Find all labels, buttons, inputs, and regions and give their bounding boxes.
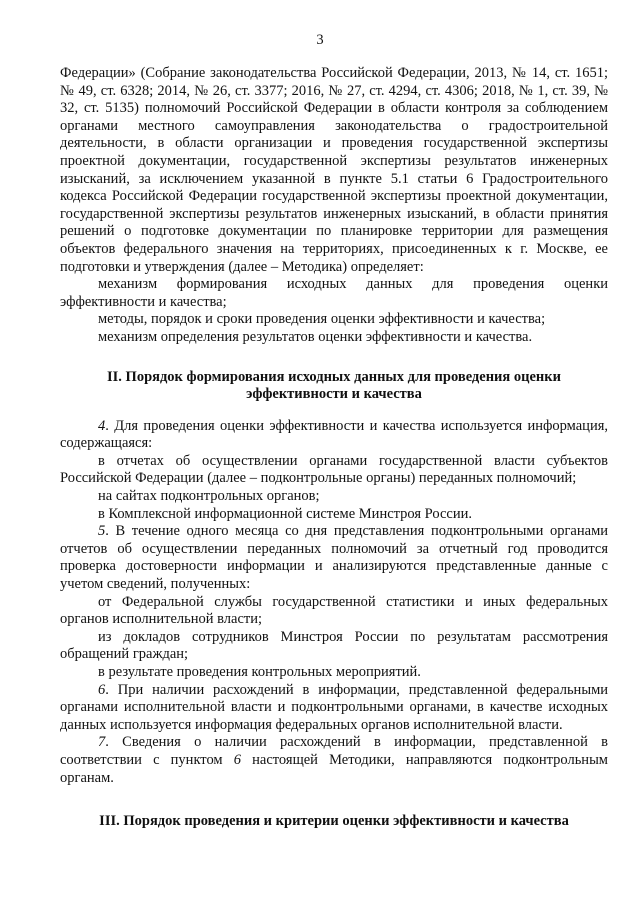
paragraph-5 — [60, 523, 608, 593]
paragraph-5-item: из докладов сотрудников Минстроя России по результатам рассмотрения обращений граждан; — [60, 628, 608, 663]
paragraph-4-text: . Для проведения оценки эффективности и качества используется информация, содержащаяся: — [60, 417, 608, 452]
paragraph-5-item: от Федеральной службы государственной статистики и иных федеральных органов исполнительной власти; — [60, 593, 608, 628]
paragraph-5-text: . В течение одного месяца со дня представления подконтрольными органами отчетов об осуществлении переданных полномочий за отчетный год проводится проверка достоверности информации и анализируются представленные данные с учетом сведений, полученных: — [60, 523, 608, 593]
document-body — [60, 65, 608, 831]
section-2-heading-line1: II. Порядок формирования исходных данных для проведения оценки — [107, 368, 561, 385]
paragraph-4-item: в отчетах об осуществлении органами государственной власти субъектов Российской Федерации (далее – подконтрольные органы) переданных полномочий; — [60, 452, 608, 487]
intro-list-item: методы, порядок и сроки проведения оценки эффективности и качества; — [98, 311, 546, 328]
intro-paragraph: Федерации» (Собрание законодательства Российской Федерации, 2013, № 14, ст. 1651; № 49, ст. 6328; 2014, № 26, ст. 3377; 2016, № 27, ст. 4294, ст. 4306; 2018, № 1, ст. 39, № 32, ст. 5135) полномочий Российской Федерации в области контроля за соблюдением органами местного самоуправления законодательства о градостроительной деятельности, в области организации и проведения государственной экспертизы проектной документации, государственной экспертизы результатов инженерных изысканий, за исключением указанной в пункте 5.1 статьи 6 Градостроительного кодекса Российской Федерации государственной экспертизы проектной документации, государственной экспертизы результатов инженерных изысканий, в области принятия решений о подготовке документации по планировке территории для размещения объектов федерального значения на территориях, присоединенных к г. Москве, ее подготовки и утверждения (далее – Методика) определяет: — [60, 65, 608, 275]
paragraph-5-number: 5 — [98, 523, 106, 540]
paragraph-7-text-before: . Сведения о наличии расхождений в информации, представленной в соответствии с пунктом — [60, 734, 608, 768]
section-2-heading — [60, 369, 608, 404]
intro-list-item: механизм определения результатов оценки эффективности и качества. — [98, 328, 533, 345]
paragraph-4-item: в Комплексной информационной системе Минстроя России. — [98, 505, 472, 522]
paragraph-7-ref-number: 6 — [233, 751, 241, 768]
paragraph-4 — [60, 418, 608, 453]
paragraph-6-text: . При наличии расхождений в информации, представленной федеральными органами исполнительной власти и подконтрольными органами, в качестве исходных данных используется информация федеральных органов исполнительной власти. — [60, 681, 608, 733]
paragraph-7 — [60, 734, 608, 787]
paragraph-5-item: в результате проведения контрольных мероприятий. — [98, 664, 421, 680]
section-3-heading: III. Порядок проведения и критерии оценки эффективности и качества — [99, 813, 569, 830]
paragraph-6-number: 6 — [98, 681, 106, 698]
paragraph-6 — [60, 682, 608, 735]
paragraph-7-text-after: настоящей Методики, направляются подконтрольным органам. — [60, 751, 608, 786]
section-2-heading-line2: эффективности и качества — [246, 386, 422, 403]
paragraph-4-number: 4 — [98, 417, 106, 434]
page-number: 3 — [316, 32, 324, 48]
paragraph-4-item: на сайтах подконтрольных органов; — [98, 488, 320, 505]
intro-list-item: механизм формирования исходных данных для проведения оценки эффективности и качества; — [60, 276, 608, 310]
paragraph-7-number: 7 — [98, 734, 106, 751]
